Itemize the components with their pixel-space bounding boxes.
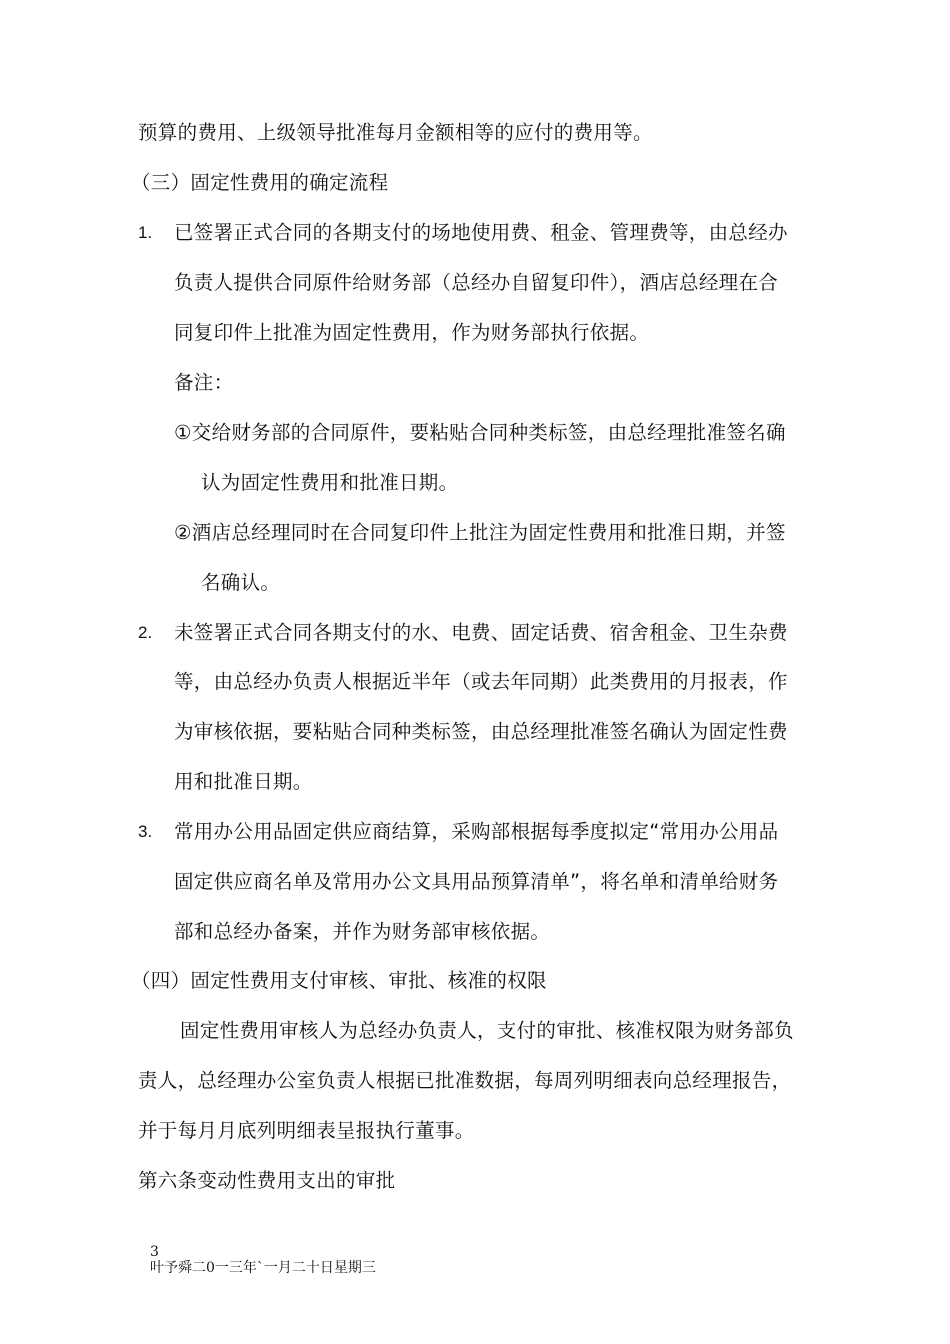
list-item-number: 3. (138, 822, 153, 841)
text-line: 并于每月月底列明细表呈报执行董事。 (138, 1119, 475, 1142)
note-label: 备注： (174, 371, 234, 394)
section-heading: （四）固定性费用支付审核、审批、核准的权限 (131, 969, 547, 992)
text-line: 负责人提供合同原件给财务部（总经办自留复印件），酒店总经理在合 (174, 271, 779, 294)
text-line: 部和总经办备案，并作为财务部审核依据。 (174, 920, 551, 943)
text-line: 等，由总经办负责人根据近半年（或去年同期）此类费用的月报表，作 (174, 670, 788, 693)
text-line: 未签署正式合同各期支付的水、电费、固定话费、宿舍租金、卫生杂费 (174, 621, 788, 644)
page-number: 3 (150, 1244, 159, 1260)
text-line: 同复印件上批准为固定性费用，作为财务部执行依据。 (174, 321, 650, 344)
text-line: 责人，总经理办公室负责人根据已批准数据，每周列明细表向总经理报告， (138, 1069, 792, 1092)
text-line: ①交给财务部的合同原件，要粘贴合同种类标签，由总经理批准签名确 (174, 421, 786, 444)
text-line: 认为固定性费用和批准日期。 (201, 471, 459, 494)
text-line: 固定供应商名单及常用办公文具用品预算清单”，将名单和清单给财务 (174, 870, 779, 893)
text-line: 已签署正式合同的各期支付的场地使用费、租金、管理费等，由总经办 (174, 221, 788, 244)
text-line: 预算的费用、上级领导批准每月金额相等的应付的费用等。 (138, 121, 653, 144)
text-line: 常用办公用品固定供应商结算，采购部根据每季度拟定“常用办公用品 (174, 820, 779, 843)
list-item-number: 1. (138, 223, 153, 242)
text-line: 用和批准日期。 (174, 770, 313, 793)
text-line: 为审核依据，要粘贴合同种类标签，由总经理批准签名确认为固定性费 (174, 720, 788, 743)
text-line: 名确认。 (201, 571, 281, 594)
list-item-number: 2. (138, 623, 153, 642)
section-heading: （三）固定性费用的确定流程 (131, 171, 389, 194)
article-heading: 第六条变动性费用支出的审批 (138, 1169, 396, 1192)
text-line: 固定性费用审核人为总经办负责人，支付的审批、核准权限为财务部负 (180, 1019, 794, 1042)
text-line: ②酒店总经理同时在合同复印件上批注为固定性费用和批准日期，并签 (174, 521, 786, 544)
footer-date: 叶予舜二0一三年`一月二十日星期三 (150, 1260, 376, 1276)
